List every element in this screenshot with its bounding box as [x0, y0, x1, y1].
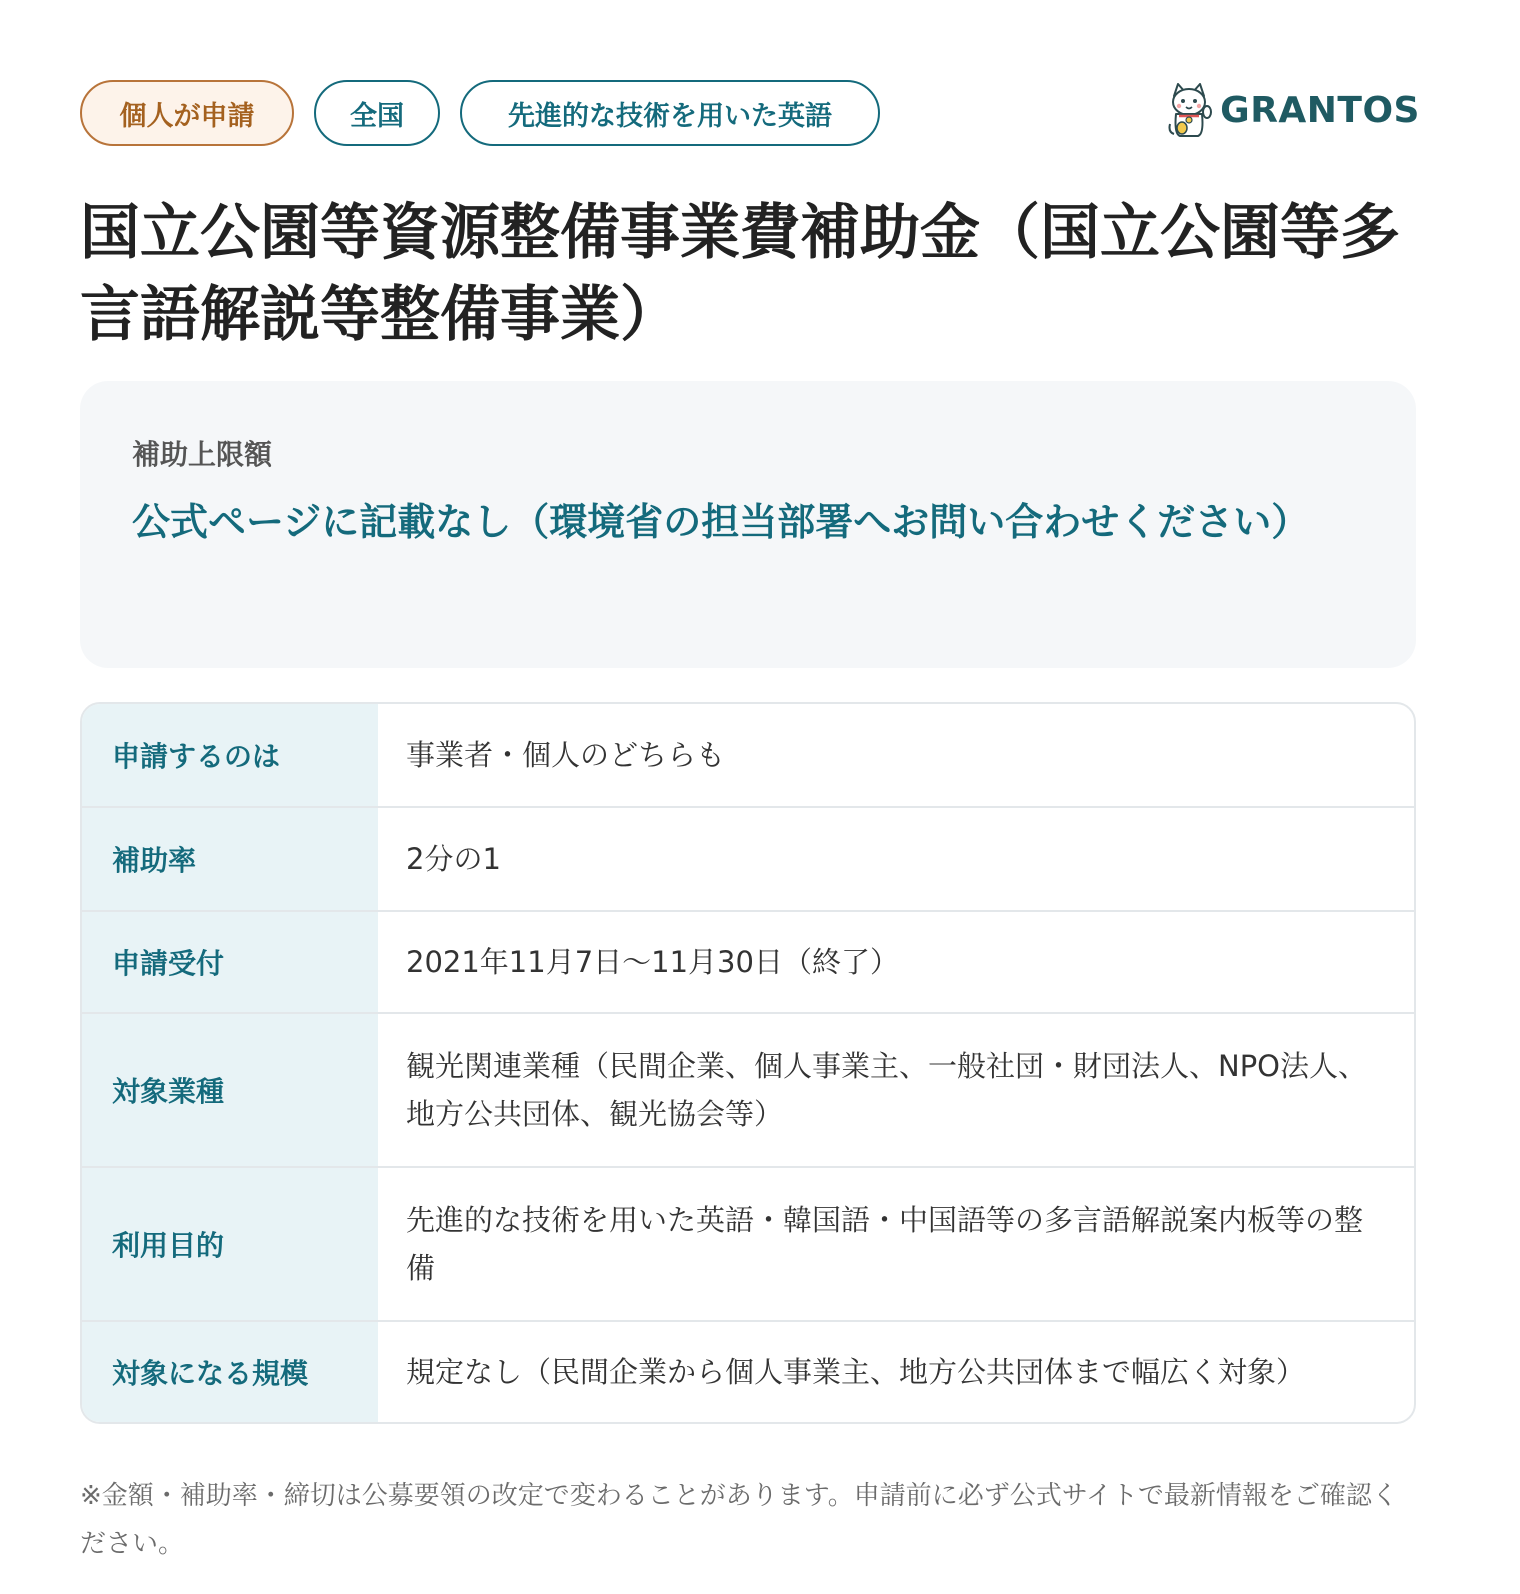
- grant-info-table: [80, 702, 1416, 1424]
- table-row: [82, 1322, 1414, 1422]
- applicant-type-tag[interactable]: 個人が申請: [80, 80, 294, 146]
- max-amount-label: 補助上限額: [132, 438, 273, 471]
- row-label: 利用目的: [82, 1168, 378, 1320]
- disclaimer-note: ※金額・補助率・締切は公募要領の改定で変わることがあります。申請前に必ず公式サイトで最新情報をご確認ください。: [80, 1481, 1398, 1559]
- row-label: 対象業種: [82, 1014, 378, 1166]
- table-row: [82, 912, 1414, 1014]
- lucky-cat-icon: [1166, 82, 1212, 138]
- row-label: 申請するのは: [82, 704, 378, 806]
- row-value: 2分の1: [406, 842, 501, 876]
- page-title: 国立公園等資源整備事業費補助金（国立公園等多言語解説等整備事業）: [80, 198, 1400, 350]
- table-row: [82, 808, 1414, 912]
- tag-list: [80, 80, 880, 146]
- row-label: 補助率: [82, 808, 378, 910]
- row-value: 観光関連業種（民間企業、個人事業主、一般社団・財団法人、NPO法人、地方公共団体、観光協会等）: [406, 1049, 1368, 1131]
- row-value: 規定なし（民間企業から個人事業主、地方公共団体まで幅広く対象）: [406, 1355, 1306, 1389]
- table-row: [82, 704, 1414, 808]
- table-row: [82, 1014, 1414, 1168]
- row-label: 対象になる規模: [82, 1322, 378, 1422]
- row-value: 事業者・個人のどちらも: [406, 738, 726, 772]
- area-tag[interactable]: 全国: [314, 80, 440, 146]
- logo-text: GRANTOS: [1220, 89, 1420, 131]
- max-amount-card: [80, 381, 1416, 668]
- row-value: 先進的な技術を用いた英語・韓国語・中国語等の多言語解説案内板等の整備: [406, 1203, 1364, 1285]
- row-value: 2021年11月7日〜11月30日（終了）: [406, 945, 899, 979]
- row-label: 申請受付: [82, 912, 378, 1012]
- grantos-logo[interactable]: [1166, 82, 1420, 138]
- purpose-tag[interactable]: 先進的な技術を用いた英語: [460, 80, 880, 146]
- table-row: [82, 1168, 1414, 1322]
- max-amount-value: 公式ページに記載なし（環境省の担当部署へお問い合わせください）: [132, 500, 1310, 544]
